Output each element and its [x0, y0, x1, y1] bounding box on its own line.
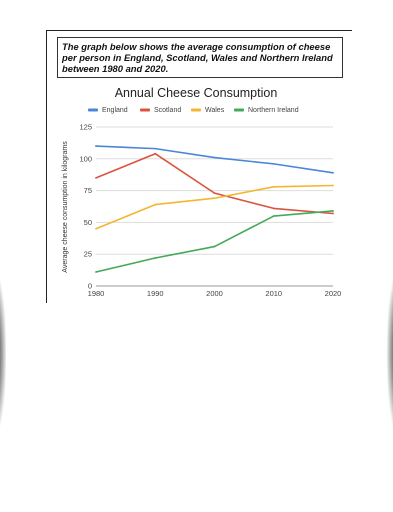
legend-swatch-3 — [191, 109, 201, 112]
data-point — [95, 271, 97, 273]
legend-swatch-4 — [234, 109, 244, 112]
series-line-2 — [96, 154, 333, 214]
data-point — [154, 148, 156, 150]
x-axis-ticks — [88, 289, 342, 298]
x-tick-label: 1990 — [146, 289, 164, 298]
y-tick-label: 0 — [87, 281, 92, 291]
data-point — [332, 185, 334, 187]
data-point — [273, 215, 275, 217]
data-point — [332, 210, 334, 212]
legend-swatch-2 — [140, 109, 150, 112]
y-tick-label: 50 — [83, 217, 92, 227]
x-tick-label: 2010 — [265, 289, 283, 298]
data-point — [95, 145, 97, 147]
y-tick-label: 100 — [79, 154, 92, 164]
data-point — [332, 172, 334, 174]
data-point — [95, 228, 97, 230]
data-point — [154, 257, 156, 259]
y-tick-label: 75 — [83, 186, 92, 196]
x-tick-label: 2020 — [324, 289, 342, 298]
legend-label: Scotland — [154, 107, 182, 114]
y-axis-label: Average cheese consumption in kilograms — [62, 141, 69, 273]
data-point — [214, 246, 216, 248]
x-tick-label: 2000 — [206, 289, 223, 298]
data-point — [154, 204, 156, 206]
data-point — [273, 186, 275, 188]
data-point — [154, 153, 156, 155]
task-prompt: The graph below shows the average consumption of cheese per person in England, Scotland, Wales and Northern Ireland between 1980 and 2020. — [57, 37, 343, 78]
series-line-4 — [96, 211, 333, 272]
chart-legend — [88, 107, 299, 114]
series-line-1 — [96, 146, 333, 173]
y-tick-label: 25 — [83, 249, 92, 259]
chart-grid — [96, 127, 333, 286]
data-point — [273, 208, 275, 210]
data-point — [214, 192, 216, 194]
data-point — [214, 197, 216, 199]
y-axis-ticks — [79, 123, 92, 291]
legend-label: Northern Ireland — [248, 107, 299, 114]
data-point — [95, 177, 97, 179]
legend-label: England — [102, 107, 128, 114]
data-point — [273, 163, 275, 165]
legend-label: Wales — [205, 107, 225, 114]
chart-title: Annual Cheese Consumption — [114, 86, 278, 100]
data-point — [332, 213, 334, 215]
x-tick-label: 1980 — [87, 289, 105, 298]
data-point — [214, 157, 216, 159]
y-tick-label: 125 — [79, 122, 92, 132]
legend-swatch-1 — [88, 109, 98, 112]
